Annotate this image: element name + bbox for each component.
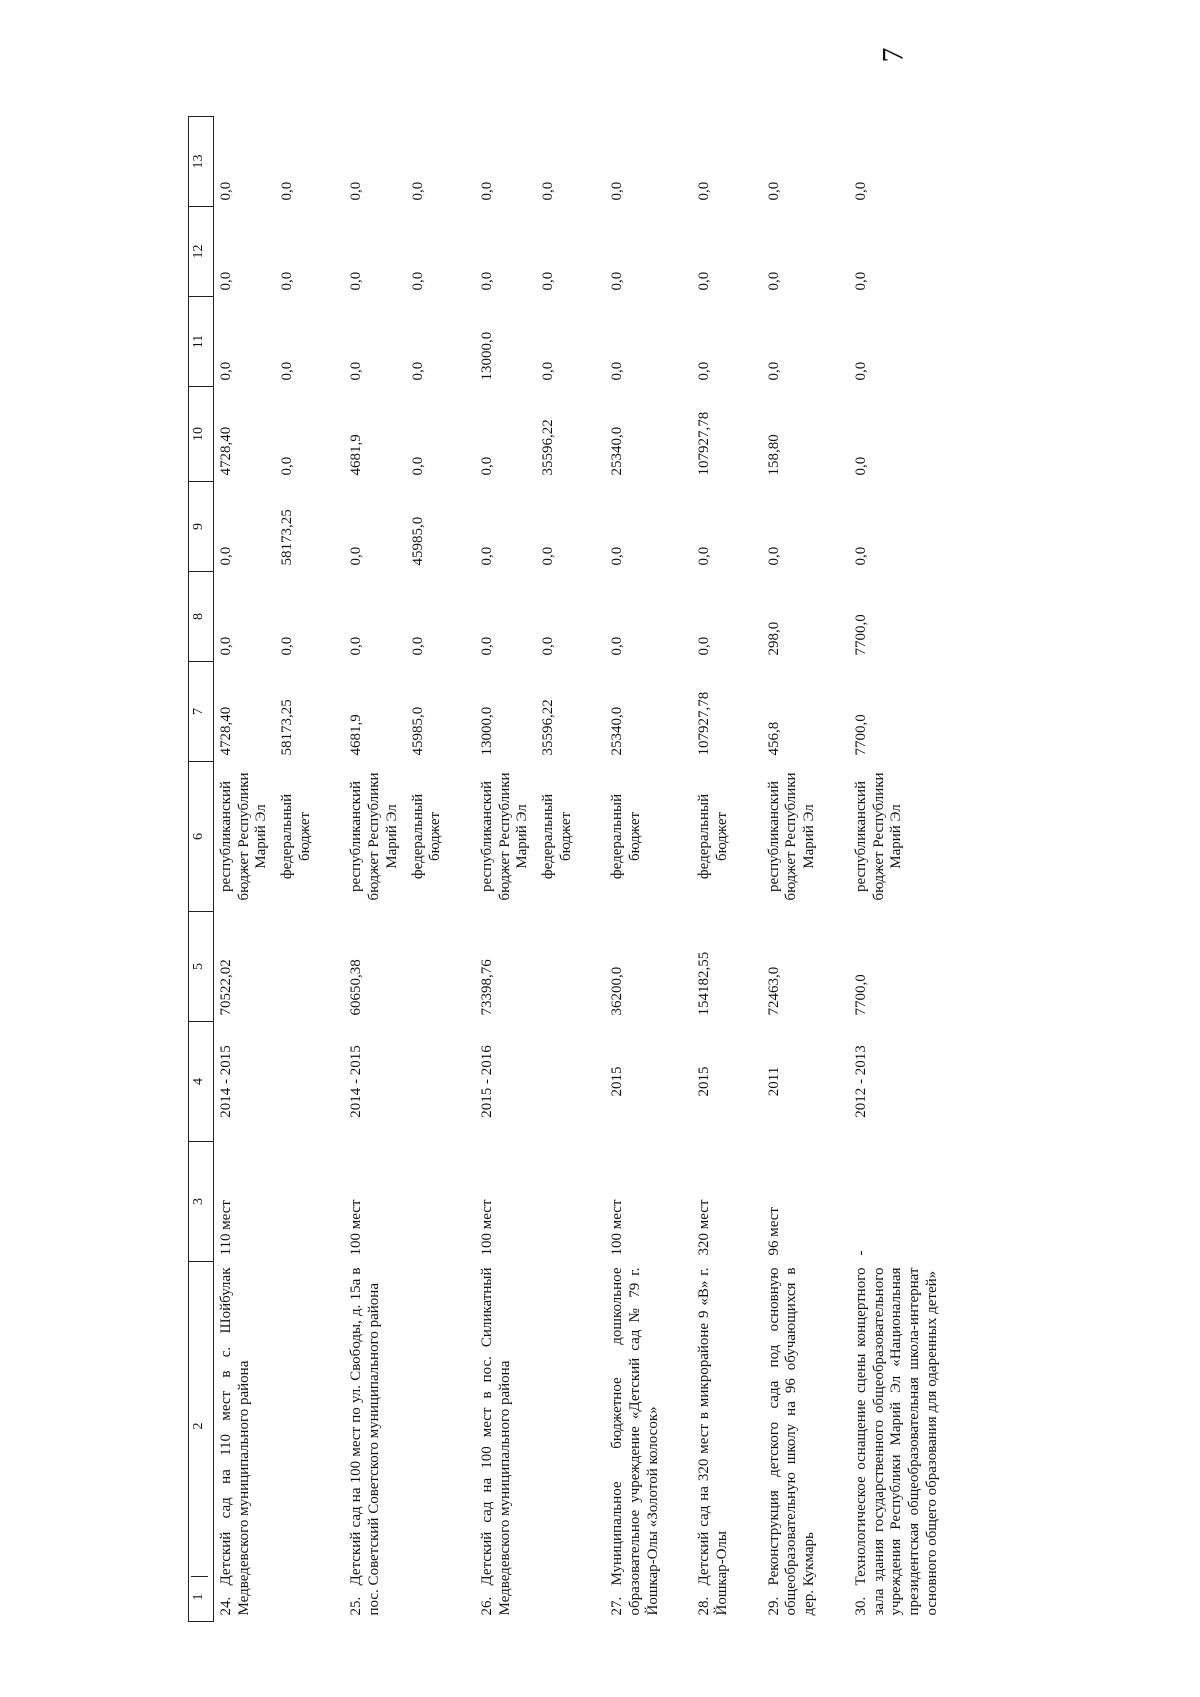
value-cell-c8: 0,0: [539, 636, 556, 656]
table-row: [605, 0, 666, 1622]
row-spacer-cell: [449, 0, 475, 1622]
period-cell: 2012 - 2013: [852, 1045, 869, 1118]
value-cell-c8: 0,0: [218, 636, 234, 656]
value-cell-c13: 0,0: [279, 181, 296, 201]
value-cell-c10: 107927,78: [696, 411, 713, 476]
rotated-table-sheet: [188, 62, 938, 1622]
table-row: [475, 0, 536, 1622]
value-cell-c12: 0,0: [478, 271, 495, 291]
budget-source-cell: федеральный бюджет: [279, 793, 313, 880]
value-cell-c8: 0,0: [478, 636, 495, 656]
program-objects-table: [188, 0, 971, 1622]
value-cell-c7: 25340,0: [609, 706, 626, 756]
capacity-cell: -: [852, 1250, 869, 1256]
value-cell-c8: 0,0: [279, 636, 296, 656]
value-cell-c7: 107927,78: [696, 691, 713, 756]
row-number: 26.: [478, 1596, 495, 1616]
budget-source-cell: республиканский бюджет Республики Марий Эл: [852, 772, 905, 901]
column-header-1-2: [189, 1262, 214, 1622]
column-header: 3: [189, 1142, 214, 1262]
value-cell-c12: 0,0: [279, 271, 296, 291]
value-cell-c13: 0,0: [852, 181, 869, 201]
value-cell-c11: 0,0: [765, 361, 782, 381]
value-cell-c12: 0,0: [348, 271, 365, 291]
value-cell-c10: 35596,22: [539, 419, 556, 476]
value-cell-c13: 0,0: [409, 181, 426, 201]
value-cell-c12: 0,0: [409, 271, 426, 291]
budget-source-cell: федеральный бюджет: [696, 793, 731, 880]
period-cell: 2015: [609, 1066, 626, 1097]
column-number-row: [189, 0, 214, 1622]
column-header: 8: [189, 572, 214, 662]
value-cell-c12: 0,0: [609, 271, 626, 291]
row-number: 29.: [765, 1596, 782, 1616]
value-cell-c10: 25340,0: [609, 426, 626, 476]
capacity-cell: 100 мест: [348, 1199, 365, 1256]
value-cell-c10: 0,0: [478, 456, 495, 476]
value-cell-c7: 58173,25: [279, 699, 296, 756]
value-cell-c10: 0,0: [409, 456, 426, 476]
value-cell-c7: 7700,0: [852, 714, 869, 756]
column-header: 10: [189, 387, 214, 482]
period-cell: 2014 - 2015: [218, 1045, 234, 1118]
row-spacer-cell: [579, 0, 605, 1622]
value-cell-c12: 0,0: [765, 271, 782, 291]
row-spacer: [823, 0, 849, 1622]
value-cell-c13: 0,0: [609, 181, 626, 201]
total-cost-cell: 154182,55: [696, 951, 713, 1016]
value-cell-c8: 0,0: [409, 636, 426, 656]
period-cell: 2011: [765, 1066, 782, 1097]
object-name-cell: [475, 1262, 579, 1622]
row-number: 25.: [348, 1596, 365, 1616]
row-number: 30.: [852, 1596, 869, 1616]
row-spacer-cell: [823, 0, 849, 1622]
budget-source-cell: республиканский бюджет Республики Марий Эл: [218, 772, 270, 901]
table-row: [762, 0, 823, 1622]
value-cell-c8: 0,0: [348, 636, 365, 656]
column-header: 2: [191, 1422, 206, 1430]
object-name-cell: [692, 1262, 735, 1622]
value-cell-c7: 13000,0: [478, 706, 495, 756]
object-name: Технологическое оснащение сцены концертного зала здания государственного общеобразовательного учреждения Республики Марий Эл «Национальная президентская общеобразовательная школа-интернат основного общего образования для одаренных детей»: [852, 1267, 940, 1616]
column-header: 13: [189, 117, 214, 207]
period-cell: 2015 - 2016: [478, 1045, 495, 1118]
row-spacer-cell: [945, 0, 971, 1622]
value-cell-c13: 0,0: [539, 181, 556, 201]
value-cell-c11: 13000,0: [478, 331, 495, 381]
row-spacer-cell: [318, 0, 344, 1622]
value-cell-c7: 456,8: [765, 721, 782, 756]
capacity-cell: 100 мест: [609, 1199, 626, 1256]
capacity-cell: 100 мест: [478, 1199, 495, 1256]
row-spacer-cell: [736, 0, 762, 1622]
value-cell-c10: 4728,40: [218, 426, 234, 476]
row-number: 27.: [609, 1596, 626, 1616]
value-cell-c10: 158,80: [765, 434, 782, 476]
value-cell-c9: 0,0: [852, 546, 869, 566]
row-spacer: [449, 0, 475, 1622]
object-name: Детский сад на 100 мест в пос. Силикатный Медведевского муниципального района: [478, 1267, 513, 1616]
value-cell-c11: 0,0: [218, 361, 234, 381]
row-number: 28.: [696, 1596, 713, 1616]
value-cell-c12: 0,0: [218, 271, 234, 291]
column-header: 5: [189, 912, 214, 1022]
value-cell-c11: 0,0: [348, 361, 365, 381]
total-cost-cell: 36200,0: [609, 966, 626, 1016]
value-cell-c7: 35596,22: [539, 699, 556, 756]
value-cell-c12: 0,0: [539, 271, 556, 291]
value-cell-c7: 4681,9: [348, 714, 365, 756]
value-cell-c12: 0,0: [696, 271, 713, 291]
budget-source-cell: республиканский бюджет Республики Марий Эл: [348, 772, 400, 901]
value-cell-c11: 0,0: [279, 361, 296, 381]
value-cell-c9: 0,0: [696, 546, 713, 566]
period-cell: 2015: [696, 1066, 713, 1097]
object-name: Реконструкция детского сада под основную общеобразовательную школу на 96 обучающихся в дер. Кукмарь: [765, 1267, 818, 1616]
column-header: 6: [189, 762, 214, 912]
value-cell-c9: 0,0: [478, 546, 495, 566]
budget-source-cell: республиканский бюджет Республики Марий Эл: [765, 772, 818, 901]
value-cell-c10: 0,0: [279, 456, 296, 476]
total-cost-cell: 72463,0: [765, 966, 782, 1016]
row-spacer: [666, 0, 692, 1622]
value-cell-c10: 0,0: [852, 456, 869, 476]
value-cell-c10: 4681,9: [348, 434, 365, 476]
page-number: 7: [876, 47, 910, 63]
budget-source-cell: федеральный бюджет: [609, 793, 643, 880]
value-cell-c13: 0,0: [478, 181, 495, 201]
value-cell-c8: 7700,0: [852, 614, 869, 656]
value-cell-c13: 0,0: [765, 181, 782, 201]
row-spacer: [579, 0, 605, 1622]
value-cell-c12: 0,0: [852, 271, 869, 291]
value-cell-c11: 0,0: [852, 361, 869, 381]
total-cost-cell: 60650,38: [348, 959, 365, 1016]
value-cell-c11: 0,0: [696, 361, 713, 381]
column-header: 12: [189, 207, 214, 297]
value-cell-c8: 0,0: [609, 636, 626, 656]
column-header: 11: [189, 297, 214, 387]
value-cell-c9: 45985,0: [409, 516, 426, 566]
row-spacer: [945, 0, 971, 1622]
value-cell-c9: 0,0: [765, 546, 782, 566]
object-name-cell: [605, 1262, 666, 1622]
object-name: Детский сад на 320 мест в микрорайоне 9 «В» г. Йошкар-Олы: [696, 1267, 731, 1616]
value-cell-c11: 0,0: [539, 361, 556, 381]
value-cell-c9: 0,0: [348, 546, 365, 566]
total-cost-cell: 70522,02: [218, 959, 234, 1016]
column-header: 9: [189, 482, 214, 572]
value-cell-c8: 0,0: [696, 636, 713, 656]
column-header: 7: [189, 662, 214, 762]
column-header: 1: [191, 1576, 208, 1617]
value-cell-c13: 0,0: [348, 181, 365, 201]
object-name: Муниципальное бюджетное дошкольное образовательное учреждение «Детский сад № 79 г. Йошкар-Олы «Золотой колосок»: [609, 1267, 661, 1616]
value-cell-c13: 0,0: [218, 181, 234, 201]
value-cell-c13: 0,0: [696, 181, 713, 201]
capacity-cell: 96 мест: [765, 1207, 782, 1256]
value-cell-c7: 45985,0: [409, 706, 426, 756]
table-row: [344, 0, 405, 1622]
object-name: Детский сад на 100 мест по ул. Свободы, д. 15а в пос. Советский Советского муниципального района: [348, 1267, 383, 1616]
table-row: [214, 0, 276, 1622]
column-header: 4: [189, 1022, 214, 1142]
value-cell-c9: 58173,25: [279, 509, 296, 566]
object-name-cell: [344, 1262, 448, 1622]
table-row: [692, 0, 735, 1622]
object-name-cell: [214, 1262, 319, 1622]
value-cell-c9: 0,0: [218, 546, 234, 566]
total-cost-cell: 7700,0: [852, 974, 869, 1016]
object-name: Детский сад на 110 мест в с. Шойбулак Медведевского муниципального района: [218, 1267, 252, 1616]
value-cell-c11: 0,0: [609, 361, 626, 381]
object-name-cell: [849, 1262, 945, 1622]
capacity-cell: 110 мест: [218, 1200, 234, 1256]
row-spacer: [736, 0, 762, 1622]
value-cell-c9: 0,0: [609, 546, 626, 566]
table-row: [849, 0, 945, 1622]
budget-source-cell: республиканский бюджет Республики Марий Эл: [478, 772, 531, 901]
object-name-cell: [762, 1262, 823, 1622]
total-cost-cell: 73398,76: [478, 959, 495, 1016]
value-cell-c7: 4728,40: [218, 706, 234, 756]
value-cell-c9: 0,0: [539, 546, 556, 566]
budget-source-cell: федеральный бюджет: [539, 793, 574, 880]
row-spacer-cell: [666, 0, 692, 1622]
period-cell: 2014 - 2015: [348, 1045, 365, 1118]
value-cell-c8: 298,0: [765, 621, 782, 656]
capacity-cell: 320 мест: [696, 1199, 713, 1256]
value-cell-c11: 0,0: [409, 361, 426, 381]
row-spacer: [318, 0, 344, 1622]
budget-source-cell: федеральный бюджет: [409, 793, 444, 880]
row-number: 24.: [218, 1596, 234, 1616]
